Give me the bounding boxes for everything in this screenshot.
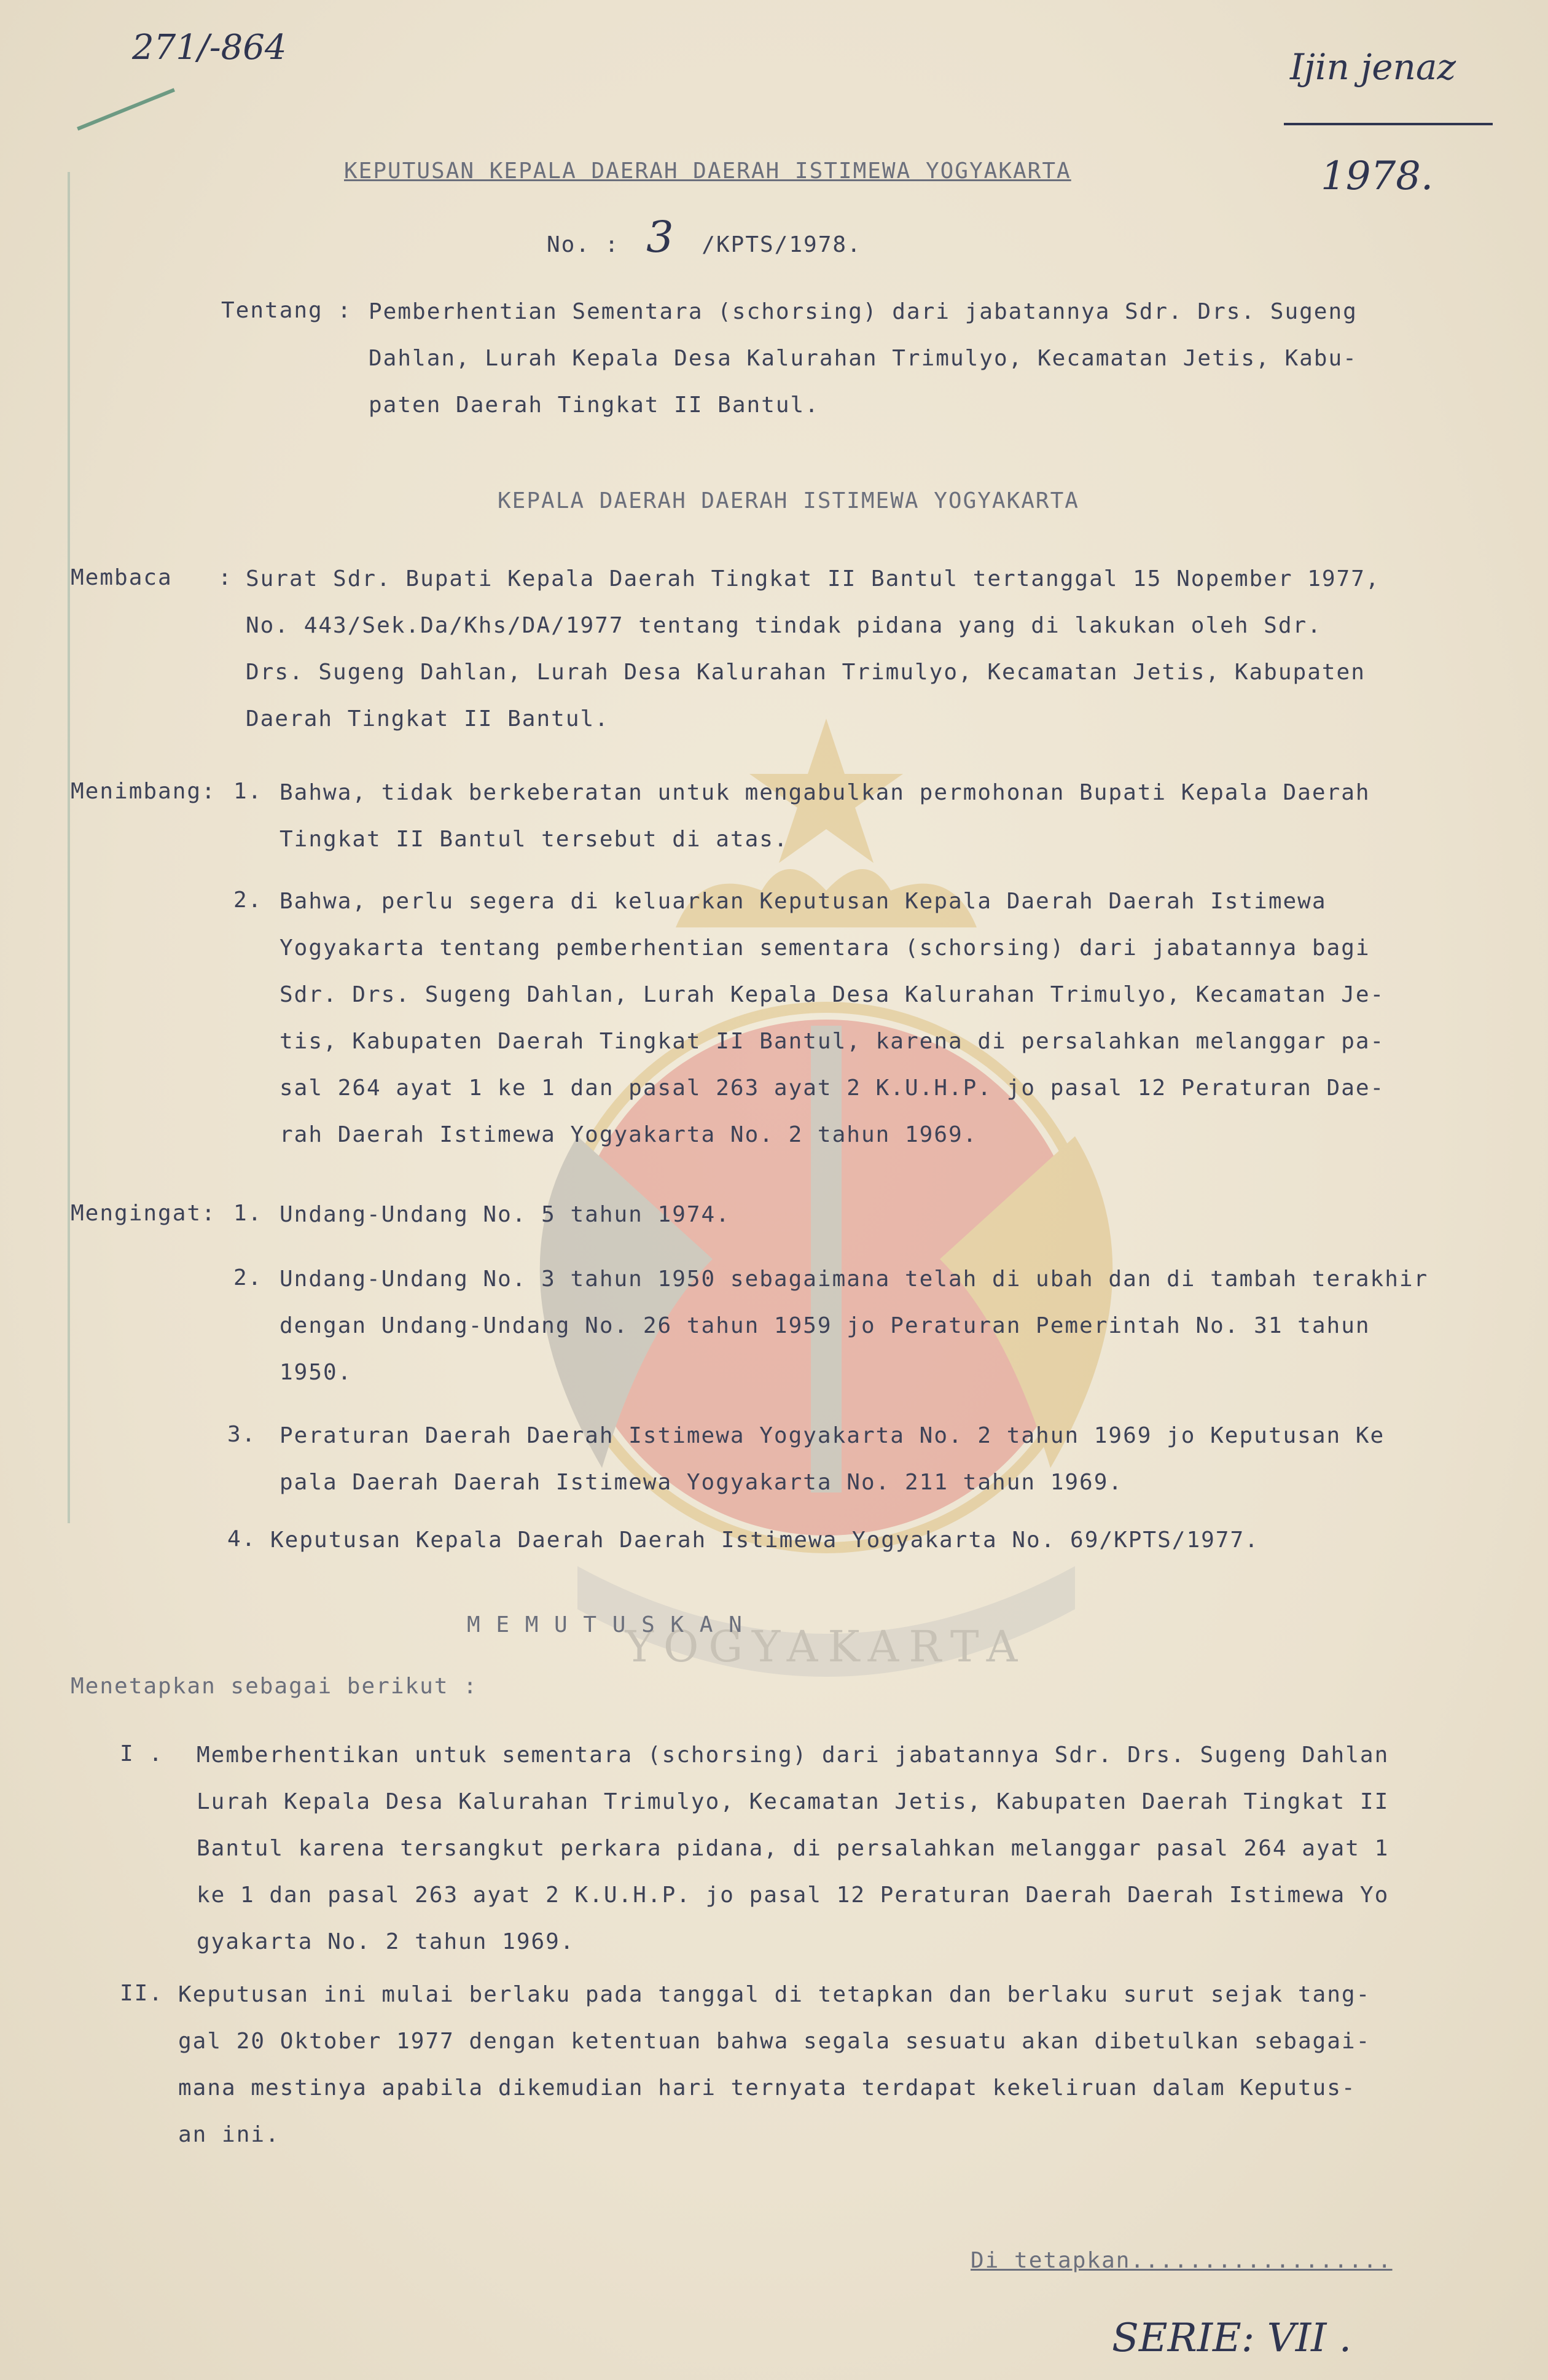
menimbang-item-number: 1.	[233, 779, 263, 804]
decision-item-number: I .	[120, 1741, 164, 1766]
mengingat-line: Peraturan Daerah Daerah Istimewa Yogyakarta No. 2 tahun 1969 jo Keputusan Ke	[280, 1423, 1385, 1448]
menimbang-item-1	[280, 770, 1526, 863]
mengingat-item-3	[280, 1413, 1526, 1506]
decree-number-handwritten: 3	[646, 212, 675, 262]
document-title: KEPUTUSAN KEPALA DAERAH DAERAH ISTIMEWA YOGYAKARTA	[344, 158, 1071, 184]
decision-line: ke 1 dan pasal 263 ayat 2 K.U.H.P. jo pasal 12 Peraturan Daerah Daerah Istimewa Yo	[197, 1883, 1390, 1908]
membaca-colon: :	[218, 565, 233, 590]
mengingat-line: Keputusan Kepala Daerah Daerah Istimewa Yogyakarta No. 69/KPTS/1977.	[270, 1527, 1259, 1553]
decision-item-2	[178, 1972, 1536, 2158]
category-underline	[1284, 123, 1493, 125]
mengingat-line: Undang-Undang No. 5 tahun 1974.	[280, 1202, 730, 1227]
mengingat-item-4	[270, 1517, 1523, 1564]
decree-number	[547, 212, 862, 262]
decision-item-1	[197, 1732, 1536, 1965]
mengingat-line: pala Daerah Daerah Istimewa Yogyakarta No. 211 tahun 1969.	[280, 1470, 1124, 1495]
mengingat-item-number: 3.	[227, 1422, 257, 1447]
mengingat-line: dengan Undang-Undang No. 26 tahun 1959 jo Peraturan Pemerintah No. 31 tahun	[280, 1313, 1370, 1338]
subject-line: Dahlan, Lurah Kepala Desa Kalurahan Trimulyo, Kecamatan Jetis, Kabu-	[369, 346, 1358, 371]
memutuskan-intro: Menetapkan sebagai berikut :	[71, 1674, 478, 1699]
menimbang-item-2	[280, 878, 1526, 1158]
menimbang-item-number: 2.	[233, 888, 263, 913]
mengingat-item-1	[280, 1192, 1526, 1238]
decision-line: Keputusan ini mulai berlaku pada tanggal di tetapkan dan berlaku surut sejak tang-	[178, 1982, 1371, 2007]
decision-line: gal 20 Oktober 1977 dengan ketentuan bahwa segala sesuatu akan dibetulkan sebagai-	[178, 2029, 1371, 2054]
subject-text	[369, 289, 1505, 429]
menimbang-line: Bahwa, tidak berkeberatan untuk mengabulkan permohonan Bupati Kepala Daerah	[280, 780, 1370, 805]
menimbang-line: sal 264 ayat 1 ke 1 dan pasal 263 ayat 2 K.U.H.P. jo pasal 12 Peraturan Dae-	[280, 1075, 1385, 1101]
decision-line: gyakarta No. 2 tahun 1969.	[197, 1929, 575, 1954]
menimbang-line: Bahwa, perlu segera di keluarkan Keputusan Kepala Daerah Daerah Istimewa	[280, 889, 1327, 914]
subject-label: Tentang :	[221, 298, 353, 323]
mengingat-item-number: 2.	[233, 1265, 263, 1290]
membaca-label: Membaca	[71, 565, 173, 590]
membaca-line: Drs. Sugeng Dahlan, Lurah Desa Kalurahan Trimulyo, Kecamatan Jetis, Kabupaten	[246, 660, 1366, 685]
mengingat-item-number: 1.	[233, 1201, 263, 1226]
decision-line: Lurah Kepala Desa Kalurahan Trimulyo, Kecamatan Jetis, Kabupaten Daerah Tingkat II	[197, 1789, 1390, 1814]
issuer-heading: KEPALA DAERAH DAERAH ISTIMEWA YOGYAKARTA	[498, 488, 1079, 513]
menimbang-line: rah Daerah Istimewa Yogyakarta No. 2 tahun 1969.	[280, 1122, 978, 1147]
category-annotation: Ijin jenaz	[1290, 46, 1456, 88]
margin-line	[68, 172, 70, 1523]
memutuskan-heading: M E M U T U S K A N	[467, 1612, 743, 1637]
menimbang-line: tis, Kabupaten Daerah Tingkat II Bantul, karena di persalahkan melanggar pa-	[280, 1029, 1385, 1054]
mengingat-line: 1950.	[280, 1360, 353, 1385]
menimbang-label: Menimbang:	[71, 779, 216, 804]
decision-line: mana mestinya apabila dikemudian hari ternyata terdapat kekeliruan dalam Keputus-	[178, 2075, 1356, 2101]
membaca-text	[246, 556, 1523, 743]
decision-line: Memberhentikan untuk sementara (schorsing) dari jabatannya Sdr. Drs. Sugeng Dahlan	[197, 1742, 1390, 1768]
menimbang-line: Sdr. Drs. Sugeng Dahlan, Lurah Kepala Desa Kalurahan Trimulyo, Kecamatan Je-	[280, 982, 1385, 1007]
membaca-line: Surat Sdr. Bupati Kepala Daerah Tingkat II Bantul tertanggal 15 Nopember 1977,	[246, 566, 1380, 591]
subject-line: paten Daerah Tingkat II Bantul.	[369, 392, 819, 418]
mengingat-label: Mengingat:	[71, 1201, 216, 1226]
membaca-line: Daerah Tingkat II Bantul.	[246, 706, 609, 732]
series-annotation: SERIE: VII .	[1112, 2316, 1352, 2361]
decree-number-prefix: No. :	[547, 232, 620, 257]
emblem-text: YOGYAKARTA	[625, 1621, 1028, 1672]
place-of-issue: Di tetapkan..................	[971, 2248, 1393, 2273]
file-number-annotation: 271/-864	[132, 28, 287, 68]
year-annotation: 1978.	[1321, 154, 1434, 199]
decision-line: an ini.	[178, 2122, 280, 2147]
pen-stroke	[77, 88, 175, 130]
decision-item-number: II.	[120, 1981, 164, 2006]
menimbang-line: Yogyakarta tentang pemberhentian sementara (schorsing) dari jabatannya bagi	[280, 935, 1370, 961]
subject-line: Pemberhentian Sementara (schorsing) dari jabatannya Sdr. Drs. Sugeng	[369, 299, 1358, 324]
mengingat-item-number: 4.	[227, 1526, 257, 1551]
membaca-line: No. 443/Sek.Da/Khs/DA/1977 tentang tindak pidana yang di lakukan oleh Sdr.	[246, 613, 1322, 638]
decree-number-suffix: /KPTS/1978.	[702, 232, 862, 257]
mengingat-item-2	[280, 1256, 1526, 1396]
mengingat-line: Undang-Undang No. 3 tahun 1950 sebagaimana telah di ubah dan di tambah terakhir	[280, 1266, 1429, 1292]
decision-line: Bantul karena tersangkut perkara pidana, di persalahkan melanggar pasal 264 ayat 1	[197, 1836, 1390, 1861]
menimbang-line: Tingkat II Bantul tersebut di atas.	[280, 827, 789, 852]
